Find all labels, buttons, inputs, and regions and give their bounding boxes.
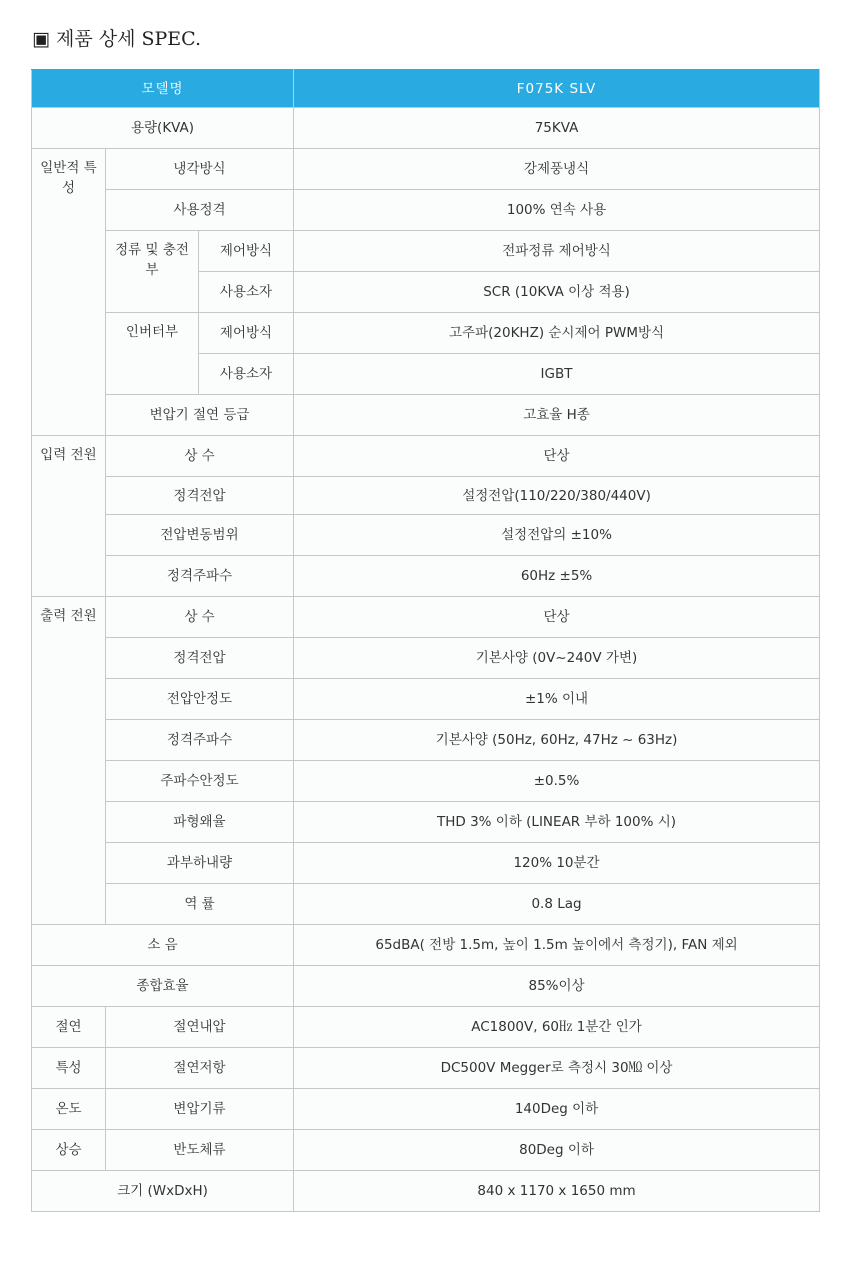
temp-transformer-value: 140Deg 이하 [294,1089,820,1130]
efficiency-value: 85%이상 [294,966,820,1007]
model-name-header: 모델명 [32,70,294,108]
output-overload-value: 120% 10분간 [294,843,820,884]
output-phase-label: 상 수 [106,597,294,638]
table-row [32,515,820,556]
table-row [32,1130,820,1171]
table-row [32,231,820,272]
table-row [32,1171,820,1212]
spec-table [31,69,820,1212]
rectifier-control-value: 전파정류 제어방식 [294,231,820,272]
inverter-control-value: 고주파(20KHZ) 순시제어 PWM방식 [294,313,820,354]
cooling-label: 냉각방식 [106,149,294,190]
output-overload-label: 과부하내량 [106,843,294,884]
inverter-group: 인버터부 [106,313,199,395]
output-rated-voltage-value: 기본사양 (0V~240V 가변) [294,638,820,679]
insulation-resistance-label: 절연저항 [106,1048,294,1089]
input-rated-voltage-value: 설정전압(110/220/380/440V) [294,477,820,515]
rating-value: 100% 연속 사용 [294,190,820,231]
temp-semiconductor-value: 80Deg 이하 [294,1130,820,1171]
inverter-device-value: IGBT [294,354,820,395]
table-row [32,190,820,231]
rectifier-device-value: SCR (10KVA 이상 적용) [294,272,820,313]
rectifier-control-label: 제어방식 [199,231,294,272]
insulation-withstand-label: 절연내압 [106,1007,294,1048]
table-row [32,1089,820,1130]
table-row [32,313,820,354]
insulation-group-bottom: 특성 [32,1048,106,1089]
page-title: ▣ 제품 상세 SPEC. [32,28,202,50]
table-row [32,679,820,720]
model-name-value: F075K SLV [294,70,820,108]
table-row [32,884,820,925]
output-distortion-label: 파형왜율 [106,802,294,843]
table-row [32,108,820,149]
output-voltage-stability-value: ±1% 이내 [294,679,820,720]
insulation-resistance-value: DC500V Megger로 측정시 30㏁ 이상 [294,1048,820,1089]
insulation-withstand-value: AC1800V, 60㎐ 1분간 인가 [294,1007,820,1048]
output-rated-frequency-value: 기본사양 (50Hz, 60Hz, 47Hz ~ 63Hz) [294,720,820,761]
inverter-device-label: 사용소자 [199,354,294,395]
insulation-group-top: 절연 [32,1007,106,1048]
output-rated-frequency-label: 정격주파수 [106,720,294,761]
input-phase-value: 단상 [294,436,820,477]
table-row [32,149,820,190]
table-row [32,720,820,761]
input-rated-frequency-label: 정격주파수 [106,556,294,597]
noise-value: 65dBA( 전방 1.5m, 높이 1.5m 높이에서 측정기), FAN 제외 [294,925,820,966]
output-frequency-stability-label: 주파수안정도 [106,761,294,802]
size-value: 840 x 1170 x 1650 mm [294,1171,820,1212]
output-power-factor-label: 역 률 [106,884,294,925]
input-voltage-range-value: 설정전압의 ±10% [294,515,820,556]
input-power-group: 입력 전원 [32,436,106,597]
rectifier-device-label: 사용소자 [199,272,294,313]
size-label: 크기 (WxDxH) [32,1171,294,1212]
table-row [32,556,820,597]
capacity-value: 75KVA [294,108,820,149]
table-row [32,925,820,966]
temp-semiconductor-label: 반도체류 [106,1130,294,1171]
temp-transformer-label: 변압기류 [106,1089,294,1130]
output-phase-value: 단상 [294,597,820,638]
table-header-row [32,70,820,108]
inverter-control-label: 제어방식 [199,313,294,354]
cooling-value: 강제풍냉식 [294,149,820,190]
table-row [32,436,820,477]
temperature-group-top: 온도 [32,1089,106,1130]
table-row [32,1048,820,1089]
table-row [32,1007,820,1048]
temperature-group-bottom: 상승 [32,1130,106,1171]
rating-label: 사용정격 [106,190,294,231]
output-power-group: 출력 전원 [32,597,106,925]
table-row [32,597,820,638]
output-distortion-value: THD 3% 이하 (LINEAR 부하 100% 시) [294,802,820,843]
input-rated-voltage-label: 정격전압 [106,477,294,515]
table-row [32,966,820,1007]
table-row [32,395,820,436]
table-row [32,802,820,843]
input-voltage-range-label: 전압변동범위 [106,515,294,556]
rectifier-group: 정류 및 충전부 [106,231,199,313]
table-row [32,761,820,802]
output-frequency-stability-value: ±0.5% [294,761,820,802]
noise-label: 소 음 [32,925,294,966]
general-characteristics-group: 일반적 특성 [32,149,106,436]
capacity-label: 용량(KVA) [32,108,294,149]
input-rated-frequency-value: 60Hz ±5% [294,556,820,597]
output-voltage-stability-label: 전압안정도 [106,679,294,720]
table-row [32,638,820,679]
table-row [32,477,820,515]
output-power-factor-value: 0.8 Lag [294,884,820,925]
efficiency-label: 종합효율 [32,966,294,1007]
transformer-class-label: 변압기 절연 등급 [106,395,294,436]
table-row [32,843,820,884]
transformer-class-value: 고효율 H종 [294,395,820,436]
output-rated-voltage-label: 정격전압 [106,638,294,679]
input-phase-label: 상 수 [106,436,294,477]
